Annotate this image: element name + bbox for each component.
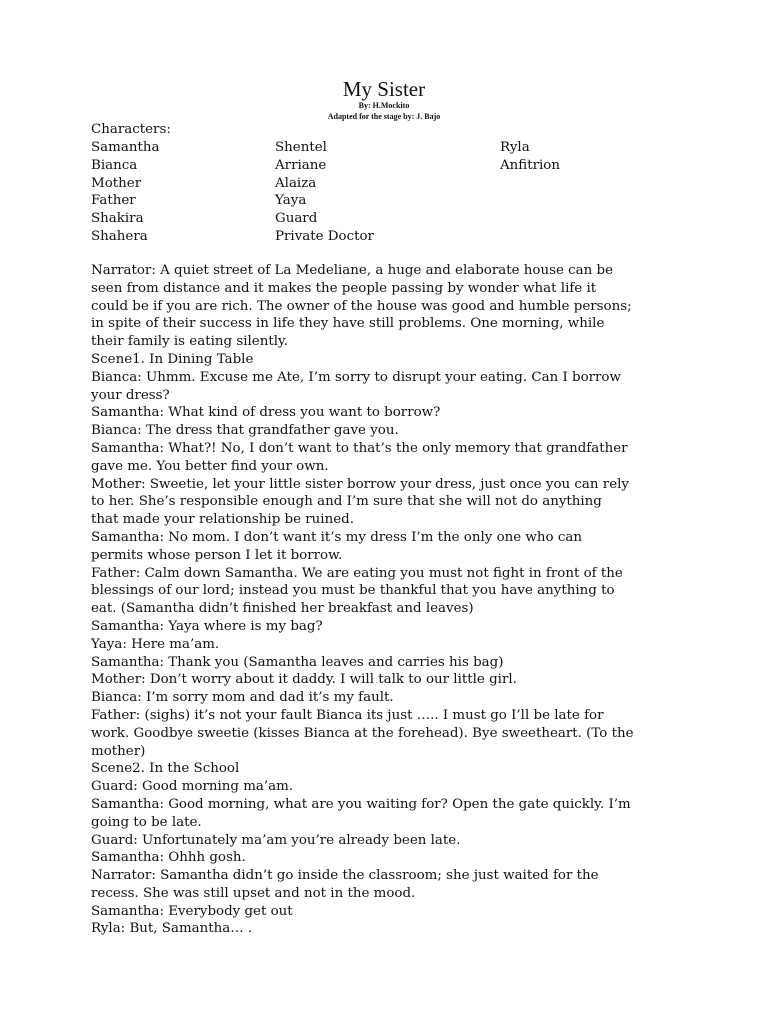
script-line: Samantha: No mom. I don’t want it’s my dress I’m the only one who can — [91, 529, 582, 545]
character-name: Yaya — [275, 193, 307, 209]
character-name: Ryla — [500, 140, 530, 155]
character-name: Shentel — [275, 140, 327, 155]
script-line: to her. She’s responsible enough and I’m sure that she will not do anything — [91, 494, 602, 510]
characters-column-2 — [275, 139, 374, 246]
character-name: Anfitrion — [500, 157, 560, 173]
script-line: Narrator: A quiet street of La Medeliane, a huge and elaborate house can be — [91, 263, 614, 278]
characters-column-3 — [500, 139, 560, 175]
script-line: Samantha: Ohhh gosh. — [91, 850, 246, 866]
script-line: going to be late. — [91, 814, 202, 830]
script-line: Samantha: What?! No, I don’t want to that’s the only memory that grandfather — [91, 440, 628, 456]
script-line: Samantha: Thank you (Samantha leaves and carries his bag) — [91, 654, 504, 670]
script-line: Samantha: What kind of dress you want to borrow? — [91, 405, 441, 421]
script-line: gave me. You better find your own. — [91, 458, 329, 474]
script-line: Samantha: Good morning, what are you waiting for? Open the gate quickly. I’m — [91, 796, 631, 812]
character-name: Arriane — [275, 157, 327, 173]
script-line: eat. (Samantha didn’t finished her breakfast and leaves) — [91, 601, 474, 617]
script-line: Bianca: Uhmm. Excuse me Ate, I’m sorry to disrupt your eating. Can I borrow — [91, 369, 621, 385]
script-line: that made your relationship be ruined. — [91, 512, 354, 528]
script-line: your dress? — [91, 387, 170, 403]
character-name: Mother — [91, 175, 142, 191]
script-line: Father: (sighs) it’s not your fault Bianca its just ….. I must go I’ll be late for — [91, 707, 604, 723]
character-name: Samantha — [91, 140, 160, 155]
author-line: By: H.Mockito — [358, 101, 410, 110]
script-line: Mother: Don’t worry about it daddy. I will talk to our little girl. — [91, 672, 517, 688]
script-line: work. Goodbye sweetie (kisses Bianca at the forehead). Bye sweetheart. (To the — [91, 725, 634, 741]
script-line: could be if you are rich. The owner of the house was good and humble persons; — [91, 298, 632, 314]
character-name: Private Doctor — [275, 228, 374, 244]
character-name: Father — [91, 193, 136, 209]
script-line: recess. She was still upset and not in the mood. — [91, 885, 416, 901]
script-line: Guard: Unfortunately ma’am you’re already been late. — [91, 832, 461, 848]
characters-heading: Characters: — [91, 122, 171, 137]
scene-heading: Scene2. In the School — [91, 761, 240, 777]
character-name: Bianca — [91, 157, 138, 173]
character-name: Shakira — [91, 211, 144, 227]
script-line: Samantha: Yaya where is my bag? — [91, 618, 323, 634]
character-name: Shahera — [91, 228, 148, 244]
script-line: blessings of our lord; instead you must be thankful that you have anything to — [91, 583, 615, 599]
character-name: Alaiza — [275, 175, 317, 191]
script-line: Samantha: Everybody get out — [91, 903, 293, 919]
scene-heading: Scene1. In Dining Table — [91, 351, 254, 367]
adapted-line: Adapted for the stage by: J. Bajo — [327, 112, 441, 121]
script-line: Bianca: The dress that grandfather gave you. — [91, 423, 399, 439]
script-line: seen from distance and it makes the people passing by wonder what life it — [91, 280, 597, 296]
script-line: permits whose person I let it borrow. — [91, 547, 343, 563]
characters-column-1 — [91, 139, 159, 246]
script-line: Bianca: I’m sorry mom and dad it’s my fault. — [91, 690, 394, 706]
script-line: in spite of their success in life they have still problems. One morning, while — [91, 316, 605, 332]
script-line: mother) — [91, 743, 146, 759]
script-line: Ryla: But, Samantha… . — [91, 921, 253, 937]
script-line: their family is eating silently. — [91, 334, 289, 350]
script-line: Father: Calm down Samantha. We are eating you must not fight in front of the — [91, 565, 623, 581]
script-line: Guard: Good morning ma’am. — [91, 779, 294, 795]
character-name: Guard — [275, 211, 318, 227]
document-title: My Sister — [342, 77, 426, 101]
script-line: Yaya: Here ma’am. — [91, 636, 220, 652]
script-body — [91, 262, 681, 938]
script-line: Mother: Sweetie, let your little sister borrow your dress, just once you can rely — [91, 476, 629, 492]
script-line: Narrator: Samantha didn’t go inside the classroom; she just waited for the — [91, 868, 599, 884]
